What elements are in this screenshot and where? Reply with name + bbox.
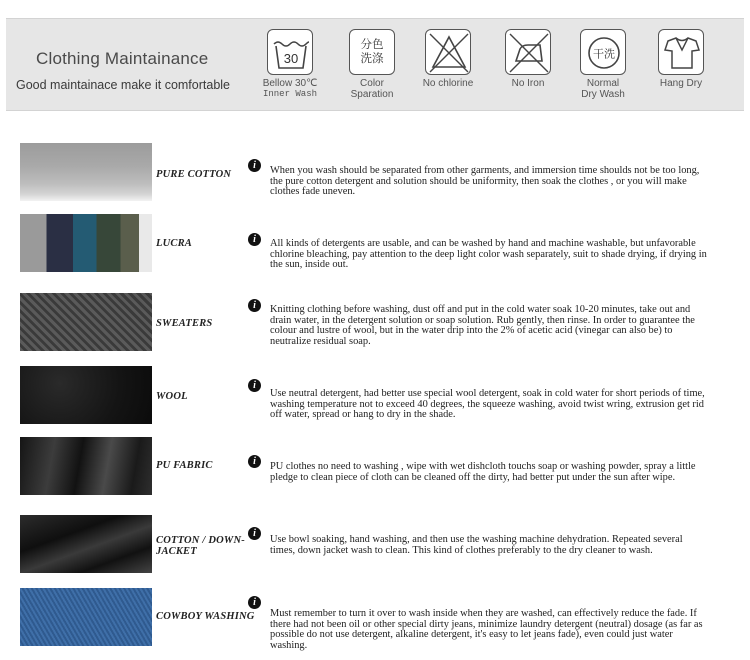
fabric-care-text: When you wash should be separated from other garments, and immersion time shoulds not be too long, the pure cotton detergent and solution should be uniformity, then soak the clothes , or you will make clothes fade uneven. [270,165,700,198]
care-item-hang-dry [649,29,713,89]
care-item-wash-30 [258,29,322,99]
care-header [6,18,744,111]
care-label: Hang Dry [659,78,703,89]
fabric-care-text: All kinds of detergents are usable, and can be washed by hand and machine washable, but unfavorable chlorine bleaching, pay attention to the deep light color wash separately, suit to shade drying, if drying in the sun, inside out. [270,238,707,271]
separate-color-text: 分色 洗涤 [360,37,384,65]
fabric-swatch-sweaters [20,293,152,351]
hang-dry-icon [658,29,704,75]
care-label-2: Sparation [350,89,394,100]
fabric-name: LUCRA [156,238,193,249]
separate-color-icon [349,29,395,75]
fabric-care-text: PU clothes no need to washing , wipe with wet dishcloth touchs soap or washing powder, spray a little pledge to clean piece of cloth can be cleaned off the dirty, had better put under the sun after wipe. [270,461,696,483]
page-title: Clothing Maintainance [36,49,209,68]
no-chlorine-icon [425,29,471,75]
care-item-no-iron [496,29,560,89]
info-icon: i [248,233,261,246]
care-label-2: Inner Wash [262,89,317,99]
info-icon: i [248,379,261,392]
fabric-swatch-denim [20,588,152,646]
fabric-care-text: Must remember to turn it over to wash inside when they are washed, can effectively reduce the fade. If there had not been oil or other special dirty jeans, minimize laundry detergent (neutral) dosage (as far as possible do not use detergent, alkaline detergent, it's easy to let jeans fade), even could just water washing. [270,608,703,652]
fabric-care-text: Use neutral detergent, had better use special wool detergent, soak in cold water for short periods of time, washing temperature not to exceed 40 degrees, the squeeze washing, avoid twist wring, extrusion get rid off water, spread or hang to dry in the shade. [270,388,705,421]
no-iron-icon [505,29,551,75]
care-label: No chlorine [422,78,474,89]
dry-wash-icon [580,29,626,75]
care-label: Normal [586,78,620,89]
fabric-name: WOOL [156,391,188,402]
care-label: No Iron [511,78,545,89]
fabric-name: PURE COTTON [156,169,232,180]
care-item-no-chlorine [416,29,480,89]
care-label: Bellow 30℃ [262,78,318,89]
care-label-2: Dry Wash [581,89,625,100]
fabric-name: COWBOY WASHING [156,611,255,622]
fabric-care-text: Knitting clothing before washing, dust off and put in the cold water soak 10-20 minutes, take out and drain water, in the detergent solution or soap solution. Rub gently, then rinse. In order to guarantee the colour and lustre of wool, but in the water drip into the 2% of acetic acid (vinegar can also be) to neutralize residual soap. [270,304,695,348]
info-icon: i [248,527,261,540]
fabric-name: COTTON / DOWN-JACKET [156,535,245,557]
care-item-color-separation [340,29,404,100]
page-subtitle: Good maintainace make it comfortable [16,78,230,92]
fabric-care-text: Use bowl soaking, hand washing, and then use the washing machine dehydration. Repeated several times, down jacket wash to clean. This kind of clothes preferably to the dry cleaner to wash. [270,534,683,556]
fabric-name: PU FABRIC [156,460,213,471]
info-icon: i [248,299,261,312]
fabric-name: SWEATERS [156,318,213,329]
fabric-swatch-pure-cotton [20,143,152,201]
fabric-swatch-wool [20,366,152,424]
care-label: Color [360,78,384,89]
wash-temp-text: 30 [283,51,299,66]
info-icon: i [248,596,261,609]
dry-wash-text: 干洗 [593,47,615,61]
wash-30-icon [267,29,313,75]
care-item-dry-wash [571,29,635,100]
fabric-swatch-down-jacket [20,515,152,573]
info-icon: i [248,159,261,172]
fabric-swatch-pu-fabric [20,437,152,495]
info-icon: i [248,455,261,468]
fabric-swatch-lucra [20,214,152,272]
